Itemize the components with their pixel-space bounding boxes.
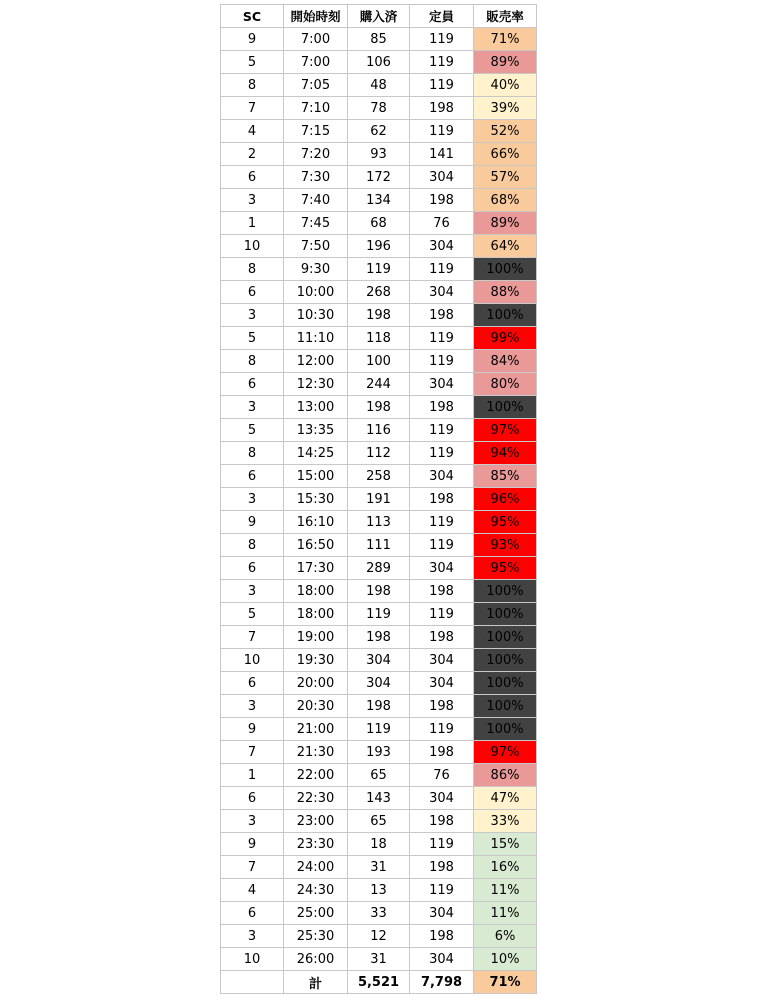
sc-cell: 1 <box>221 212 284 235</box>
capacity-cell: 198 <box>410 925 474 948</box>
purchased-cell: 191 <box>348 488 410 511</box>
purchased-cell: 118 <box>348 327 410 350</box>
table-row <box>221 557 537 580</box>
total-purchased: 5,521 <box>348 971 410 994</box>
header-capacity: 定員 <box>410 5 474 28</box>
purchased-cell: 106 <box>348 51 410 74</box>
capacity-cell: 119 <box>410 603 474 626</box>
table-row <box>221 488 537 511</box>
capacity-cell: 119 <box>410 327 474 350</box>
capacity-cell: 304 <box>410 948 474 971</box>
start-time-cell: 11:10 <box>284 327 348 350</box>
sales-rate-cell: 84% <box>474 350 537 373</box>
sales-rate-cell: 99% <box>474 327 537 350</box>
capacity-cell: 198 <box>410 856 474 879</box>
sc-cell: 5 <box>221 51 284 74</box>
header-row <box>221 5 537 28</box>
sc-cell: 6 <box>221 672 284 695</box>
start-time-cell: 7:45 <box>284 212 348 235</box>
capacity-cell: 119 <box>410 718 474 741</box>
sales-rate-cell: 68% <box>474 189 537 212</box>
purchased-cell: 68 <box>348 212 410 235</box>
sc-cell: 6 <box>221 281 284 304</box>
purchased-cell: 65 <box>348 764 410 787</box>
purchased-cell: 119 <box>348 718 410 741</box>
purchased-cell: 33 <box>348 902 410 925</box>
sc-cell: 2 <box>221 143 284 166</box>
capacity-cell: 198 <box>410 626 474 649</box>
table-row <box>221 787 537 810</box>
capacity-cell: 304 <box>410 557 474 580</box>
sales-rate-cell: 100% <box>474 695 537 718</box>
sales-rate-cell: 86% <box>474 764 537 787</box>
start-time-cell: 19:00 <box>284 626 348 649</box>
sales-rate-cell: 47% <box>474 787 537 810</box>
purchased-cell: 78 <box>348 97 410 120</box>
capacity-cell: 198 <box>410 189 474 212</box>
purchased-cell: 13 <box>348 879 410 902</box>
total-label: 計 <box>284 971 348 994</box>
table-row <box>221 764 537 787</box>
sc-cell: 6 <box>221 902 284 925</box>
sc-cell: 3 <box>221 810 284 833</box>
table-row <box>221 741 537 764</box>
start-time-cell: 23:30 <box>284 833 348 856</box>
table-row <box>221 166 537 189</box>
capacity-cell: 119 <box>410 534 474 557</box>
start-time-cell: 15:30 <box>284 488 348 511</box>
sales-rate-cell: 100% <box>474 603 537 626</box>
header-purchased: 購入済 <box>348 5 410 28</box>
purchased-cell: 304 <box>348 672 410 695</box>
table-row <box>221 718 537 741</box>
start-time-cell: 21:30 <box>284 741 348 764</box>
table-row <box>221 396 537 419</box>
sales-rate-cell: 100% <box>474 396 537 419</box>
table-row <box>221 143 537 166</box>
table-row <box>221 902 537 925</box>
sc-cell: 3 <box>221 580 284 603</box>
purchased-cell: 18 <box>348 833 410 856</box>
purchased-cell: 100 <box>348 350 410 373</box>
capacity-cell: 304 <box>410 672 474 695</box>
start-time-cell: 17:30 <box>284 557 348 580</box>
start-time-cell: 10:00 <box>284 281 348 304</box>
purchased-cell: 48 <box>348 74 410 97</box>
table-header <box>221 5 537 28</box>
table-row <box>221 833 537 856</box>
table-row <box>221 465 537 488</box>
table-row <box>221 649 537 672</box>
start-time-cell: 26:00 <box>284 948 348 971</box>
sc-cell: 9 <box>221 718 284 741</box>
purchased-cell: 31 <box>348 856 410 879</box>
sc-cell: 10 <box>221 649 284 672</box>
sc-cell: 7 <box>221 626 284 649</box>
purchased-cell: 268 <box>348 281 410 304</box>
capacity-cell: 304 <box>410 902 474 925</box>
header-sc: SC <box>221 5 284 28</box>
header-sales-rate: 販売率 <box>474 5 537 28</box>
table-row <box>221 28 537 51</box>
sc-cell: 3 <box>221 925 284 948</box>
start-time-cell: 12:30 <box>284 373 348 396</box>
start-time-cell: 13:35 <box>284 419 348 442</box>
table-row <box>221 695 537 718</box>
screening-sales-table <box>220 4 537 994</box>
sc-cell: 10 <box>221 235 284 258</box>
start-time-cell: 21:00 <box>284 718 348 741</box>
sales-rate-cell: 97% <box>474 419 537 442</box>
purchased-cell: 193 <box>348 741 410 764</box>
table-row <box>221 879 537 902</box>
table-row <box>221 948 537 971</box>
capacity-cell: 198 <box>410 580 474 603</box>
purchased-cell: 134 <box>348 189 410 212</box>
start-time-cell: 23:00 <box>284 810 348 833</box>
sales-rate-cell: 6% <box>474 925 537 948</box>
table-row <box>221 580 537 603</box>
sc-cell: 9 <box>221 833 284 856</box>
sales-rate-cell: 100% <box>474 672 537 695</box>
header-start-time: 開始時刻 <box>284 5 348 28</box>
sales-rate-cell: 100% <box>474 580 537 603</box>
sc-cell: 6 <box>221 557 284 580</box>
start-time-cell: 16:50 <box>284 534 348 557</box>
start-time-cell: 7:00 <box>284 51 348 74</box>
sc-cell: 3 <box>221 695 284 718</box>
start-time-cell: 19:30 <box>284 649 348 672</box>
start-time-cell: 12:00 <box>284 350 348 373</box>
sales-rate-cell: 96% <box>474 488 537 511</box>
capacity-cell: 304 <box>410 649 474 672</box>
sales-rate-cell: 100% <box>474 304 537 327</box>
start-time-cell: 7:00 <box>284 28 348 51</box>
table-row <box>221 258 537 281</box>
purchased-cell: 244 <box>348 373 410 396</box>
total-capacity: 7,798 <box>410 971 474 994</box>
table-row <box>221 97 537 120</box>
table-row <box>221 672 537 695</box>
table-row <box>221 74 537 97</box>
sc-cell: 8 <box>221 534 284 557</box>
capacity-cell: 119 <box>410 28 474 51</box>
table-row <box>221 626 537 649</box>
capacity-cell: 304 <box>410 166 474 189</box>
table-row <box>221 235 537 258</box>
purchased-cell: 12 <box>348 925 410 948</box>
table-row <box>221 442 537 465</box>
sc-cell: 5 <box>221 603 284 626</box>
sales-rate-cell: 93% <box>474 534 537 557</box>
start-time-cell: 18:00 <box>284 603 348 626</box>
table-row <box>221 603 537 626</box>
sc-cell: 3 <box>221 396 284 419</box>
purchased-cell: 112 <box>348 442 410 465</box>
sc-cell: 7 <box>221 856 284 879</box>
start-time-cell: 22:30 <box>284 787 348 810</box>
sc-cell: 7 <box>221 741 284 764</box>
capacity-cell: 198 <box>410 741 474 764</box>
start-time-cell: 25:30 <box>284 925 348 948</box>
sales-rate-cell: 52% <box>474 120 537 143</box>
purchased-cell: 198 <box>348 304 410 327</box>
table-row <box>221 419 537 442</box>
table-row <box>221 189 537 212</box>
purchased-cell: 143 <box>348 787 410 810</box>
sales-rate-cell: 88% <box>474 281 537 304</box>
purchased-cell: 116 <box>348 419 410 442</box>
capacity-cell: 304 <box>410 235 474 258</box>
table-row <box>221 327 537 350</box>
capacity-cell: 119 <box>410 511 474 534</box>
sales-rate-cell: 89% <box>474 212 537 235</box>
sales-rate-cell: 100% <box>474 718 537 741</box>
sales-rate-cell: 39% <box>474 97 537 120</box>
total-row <box>221 971 537 994</box>
table-row <box>221 51 537 74</box>
purchased-cell: 65 <box>348 810 410 833</box>
start-time-cell: 7:30 <box>284 166 348 189</box>
start-time-cell: 25:00 <box>284 902 348 925</box>
capacity-cell: 198 <box>410 810 474 833</box>
start-time-cell: 14:25 <box>284 442 348 465</box>
sc-cell: 4 <box>221 879 284 902</box>
table-row <box>221 120 537 143</box>
capacity-cell: 119 <box>410 120 474 143</box>
capacity-cell: 76 <box>410 212 474 235</box>
sales-rate-cell: 94% <box>474 442 537 465</box>
capacity-cell: 304 <box>410 281 474 304</box>
sales-rate-cell: 64% <box>474 235 537 258</box>
start-time-cell: 15:00 <box>284 465 348 488</box>
sales-rate-cell: 15% <box>474 833 537 856</box>
start-time-cell: 16:10 <box>284 511 348 534</box>
sales-rate-cell: 100% <box>474 649 537 672</box>
capacity-cell: 304 <box>410 787 474 810</box>
start-time-cell: 24:30 <box>284 879 348 902</box>
sales-rate-cell: 16% <box>474 856 537 879</box>
capacity-cell: 198 <box>410 695 474 718</box>
sales-rate-cell: 10% <box>474 948 537 971</box>
sc-cell: 9 <box>221 511 284 534</box>
purchased-cell: 111 <box>348 534 410 557</box>
sc-cell: 5 <box>221 419 284 442</box>
sc-cell: 3 <box>221 488 284 511</box>
purchased-cell: 198 <box>348 396 410 419</box>
sales-rate-cell: 57% <box>474 166 537 189</box>
capacity-cell: 119 <box>410 74 474 97</box>
start-time-cell: 7:15 <box>284 120 348 143</box>
capacity-cell: 76 <box>410 764 474 787</box>
capacity-cell: 198 <box>410 396 474 419</box>
sc-cell: 9 <box>221 28 284 51</box>
table-row <box>221 511 537 534</box>
sales-rate-cell: 66% <box>474 143 537 166</box>
table-row <box>221 212 537 235</box>
table-row <box>221 925 537 948</box>
sales-rate-cell: 11% <box>474 879 537 902</box>
sc-cell: 8 <box>221 258 284 281</box>
table-row <box>221 810 537 833</box>
purchased-cell: 119 <box>348 603 410 626</box>
sales-rate-cell: 89% <box>474 51 537 74</box>
purchased-cell: 113 <box>348 511 410 534</box>
purchased-cell: 198 <box>348 580 410 603</box>
start-time-cell: 7:10 <box>284 97 348 120</box>
capacity-cell: 119 <box>410 258 474 281</box>
sc-cell: 1 <box>221 764 284 787</box>
purchased-cell: 196 <box>348 235 410 258</box>
purchased-cell: 85 <box>348 28 410 51</box>
sc-cell: 6 <box>221 787 284 810</box>
total-sc-cell <box>221 971 284 994</box>
sc-cell: 6 <box>221 166 284 189</box>
sc-cell: 3 <box>221 304 284 327</box>
sc-cell: 8 <box>221 350 284 373</box>
sales-rate-cell: 95% <box>474 511 537 534</box>
sc-cell: 6 <box>221 465 284 488</box>
start-time-cell: 18:00 <box>284 580 348 603</box>
sc-cell: 10 <box>221 948 284 971</box>
capacity-cell: 198 <box>410 488 474 511</box>
capacity-cell: 119 <box>410 879 474 902</box>
sc-cell: 8 <box>221 74 284 97</box>
sc-cell: 8 <box>221 442 284 465</box>
purchased-cell: 93 <box>348 143 410 166</box>
purchased-cell: 198 <box>348 695 410 718</box>
start-time-cell: 22:00 <box>284 764 348 787</box>
table-row <box>221 281 537 304</box>
start-time-cell: 20:00 <box>284 672 348 695</box>
sales-rate-cell: 40% <box>474 74 537 97</box>
table-row <box>221 350 537 373</box>
capacity-cell: 119 <box>410 442 474 465</box>
capacity-cell: 141 <box>410 143 474 166</box>
table-row <box>221 856 537 879</box>
start-time-cell: 10:30 <box>284 304 348 327</box>
table-footer <box>221 971 537 994</box>
sales-rate-cell: 11% <box>474 902 537 925</box>
capacity-cell: 119 <box>410 419 474 442</box>
start-time-cell: 7:40 <box>284 189 348 212</box>
purchased-cell: 289 <box>348 557 410 580</box>
sales-rate-cell: 100% <box>474 258 537 281</box>
capacity-cell: 119 <box>410 833 474 856</box>
capacity-cell: 119 <box>410 51 474 74</box>
sales-rate-cell: 85% <box>474 465 537 488</box>
purchased-cell: 304 <box>348 649 410 672</box>
sc-cell: 7 <box>221 97 284 120</box>
start-time-cell: 7:50 <box>284 235 348 258</box>
capacity-cell: 198 <box>410 97 474 120</box>
sales-rate-cell: 71% <box>474 28 537 51</box>
start-time-cell: 13:00 <box>284 396 348 419</box>
sales-rate-cell: 100% <box>474 626 537 649</box>
table-body <box>221 28 537 971</box>
sales-rate-cell: 80% <box>474 373 537 396</box>
sales-rate-cell: 95% <box>474 557 537 580</box>
start-time-cell: 7:05 <box>284 74 348 97</box>
sc-cell: 6 <box>221 373 284 396</box>
purchased-cell: 62 <box>348 120 410 143</box>
purchased-cell: 258 <box>348 465 410 488</box>
purchased-cell: 31 <box>348 948 410 971</box>
capacity-cell: 119 <box>410 350 474 373</box>
capacity-cell: 304 <box>410 465 474 488</box>
sc-cell: 5 <box>221 327 284 350</box>
sc-cell: 3 <box>221 189 284 212</box>
start-time-cell: 20:30 <box>284 695 348 718</box>
purchased-cell: 198 <box>348 626 410 649</box>
total-sales-rate: 71% <box>474 971 537 994</box>
capacity-cell: 198 <box>410 304 474 327</box>
purchased-cell: 172 <box>348 166 410 189</box>
sc-cell: 4 <box>221 120 284 143</box>
sales-rate-cell: 33% <box>474 810 537 833</box>
sales-rate-cell: 97% <box>474 741 537 764</box>
start-time-cell: 24:00 <box>284 856 348 879</box>
start-time-cell: 9:30 <box>284 258 348 281</box>
table-row <box>221 304 537 327</box>
capacity-cell: 304 <box>410 373 474 396</box>
table-row <box>221 373 537 396</box>
start-time-cell: 7:20 <box>284 143 348 166</box>
table-row <box>221 534 537 557</box>
purchased-cell: 119 <box>348 258 410 281</box>
